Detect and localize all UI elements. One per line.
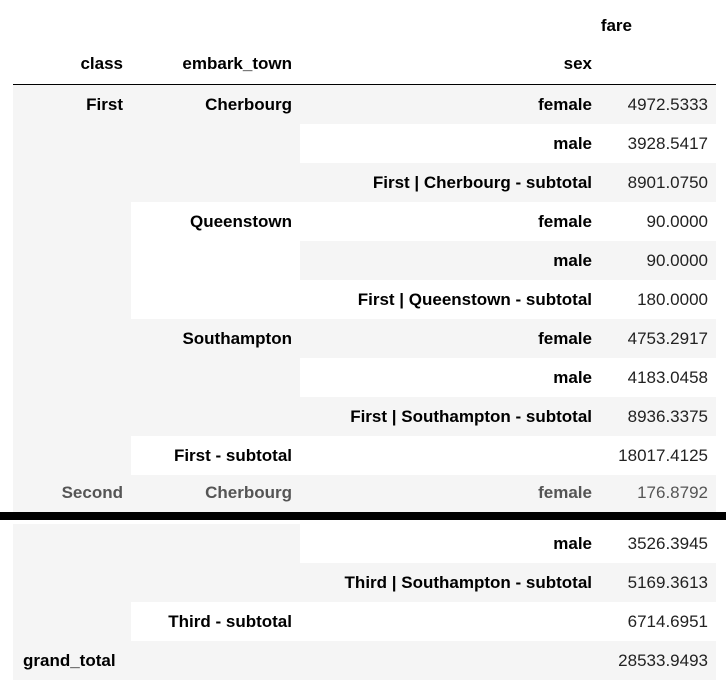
row-label-sex: male [553, 251, 592, 270]
class-group-third-bg [13, 524, 131, 641]
row-label-class-subtotal: Third - subtotal [168, 612, 292, 631]
row-label-grand-total: grand_total [23, 651, 116, 670]
fare-value: 8901.0750 [627, 173, 708, 192]
fare-value: 4753.2917 [627, 329, 708, 348]
row-label-embark-town: Queenstown [189, 212, 292, 231]
row-label-embark-town: Cherbourg [205, 483, 292, 502]
fare-value: 3928.5417 [627, 134, 708, 153]
screenshot-cut-divider [0, 512, 726, 520]
row-label-sex: female [538, 329, 592, 348]
row-label-class: Second [61, 483, 123, 502]
row-label-embark-town: Southampton [182, 329, 292, 348]
index-name-embark-town: embark_town [182, 54, 292, 73]
row-label-subtotal: Third | Southampton - subtotal [344, 573, 592, 592]
row-label-sex: male [553, 368, 592, 387]
fare-value: 6714.6951 [627, 612, 708, 631]
row-label-sex: female [538, 95, 592, 114]
column-header-fare: fare [600, 16, 632, 35]
fare-value: 180.0000 [637, 290, 708, 309]
fare-value: 3526.3945 [627, 534, 708, 553]
fare-value: 4183.0458 [627, 368, 708, 387]
fare-value: 5169.3613 [627, 573, 708, 592]
row-label-sex: female [538, 212, 592, 231]
row-label-sex: female [538, 483, 592, 502]
fare-value: 176.8792 [637, 483, 708, 502]
table-body-top [13, 85, 716, 512]
fare-value: 28533.9493 [618, 651, 708, 670]
row-label-embark-town: Cherbourg [205, 95, 292, 114]
row-label-sex: male [553, 534, 592, 553]
row-label-subtotal: First | Queenstown - subtotal [357, 290, 592, 309]
row-label-sex: male [553, 134, 592, 153]
fare-value: 90.0000 [646, 251, 708, 270]
fare-value: 8936.3375 [627, 407, 708, 426]
index-name-class: class [80, 54, 123, 73]
row-label-subtotal: First | Cherbourg - subtotal [372, 173, 592, 192]
fare-value: 90.0000 [646, 212, 708, 231]
row-label-subtotal: First | Southampton - subtotal [350, 407, 592, 426]
row-label-class: First [86, 95, 123, 114]
town-group-southampton-bg [131, 524, 300, 602]
table-header [13, 0, 716, 85]
fare-value: 18017.4125 [618, 446, 708, 465]
table-body-bottom [13, 524, 716, 680]
class-group-first-bg [13, 85, 131, 475]
index-name-sex: sex [563, 54, 592, 73]
fare-value: 4972.5333 [627, 95, 708, 114]
row-label-class-subtotal: First - subtotal [173, 446, 292, 465]
